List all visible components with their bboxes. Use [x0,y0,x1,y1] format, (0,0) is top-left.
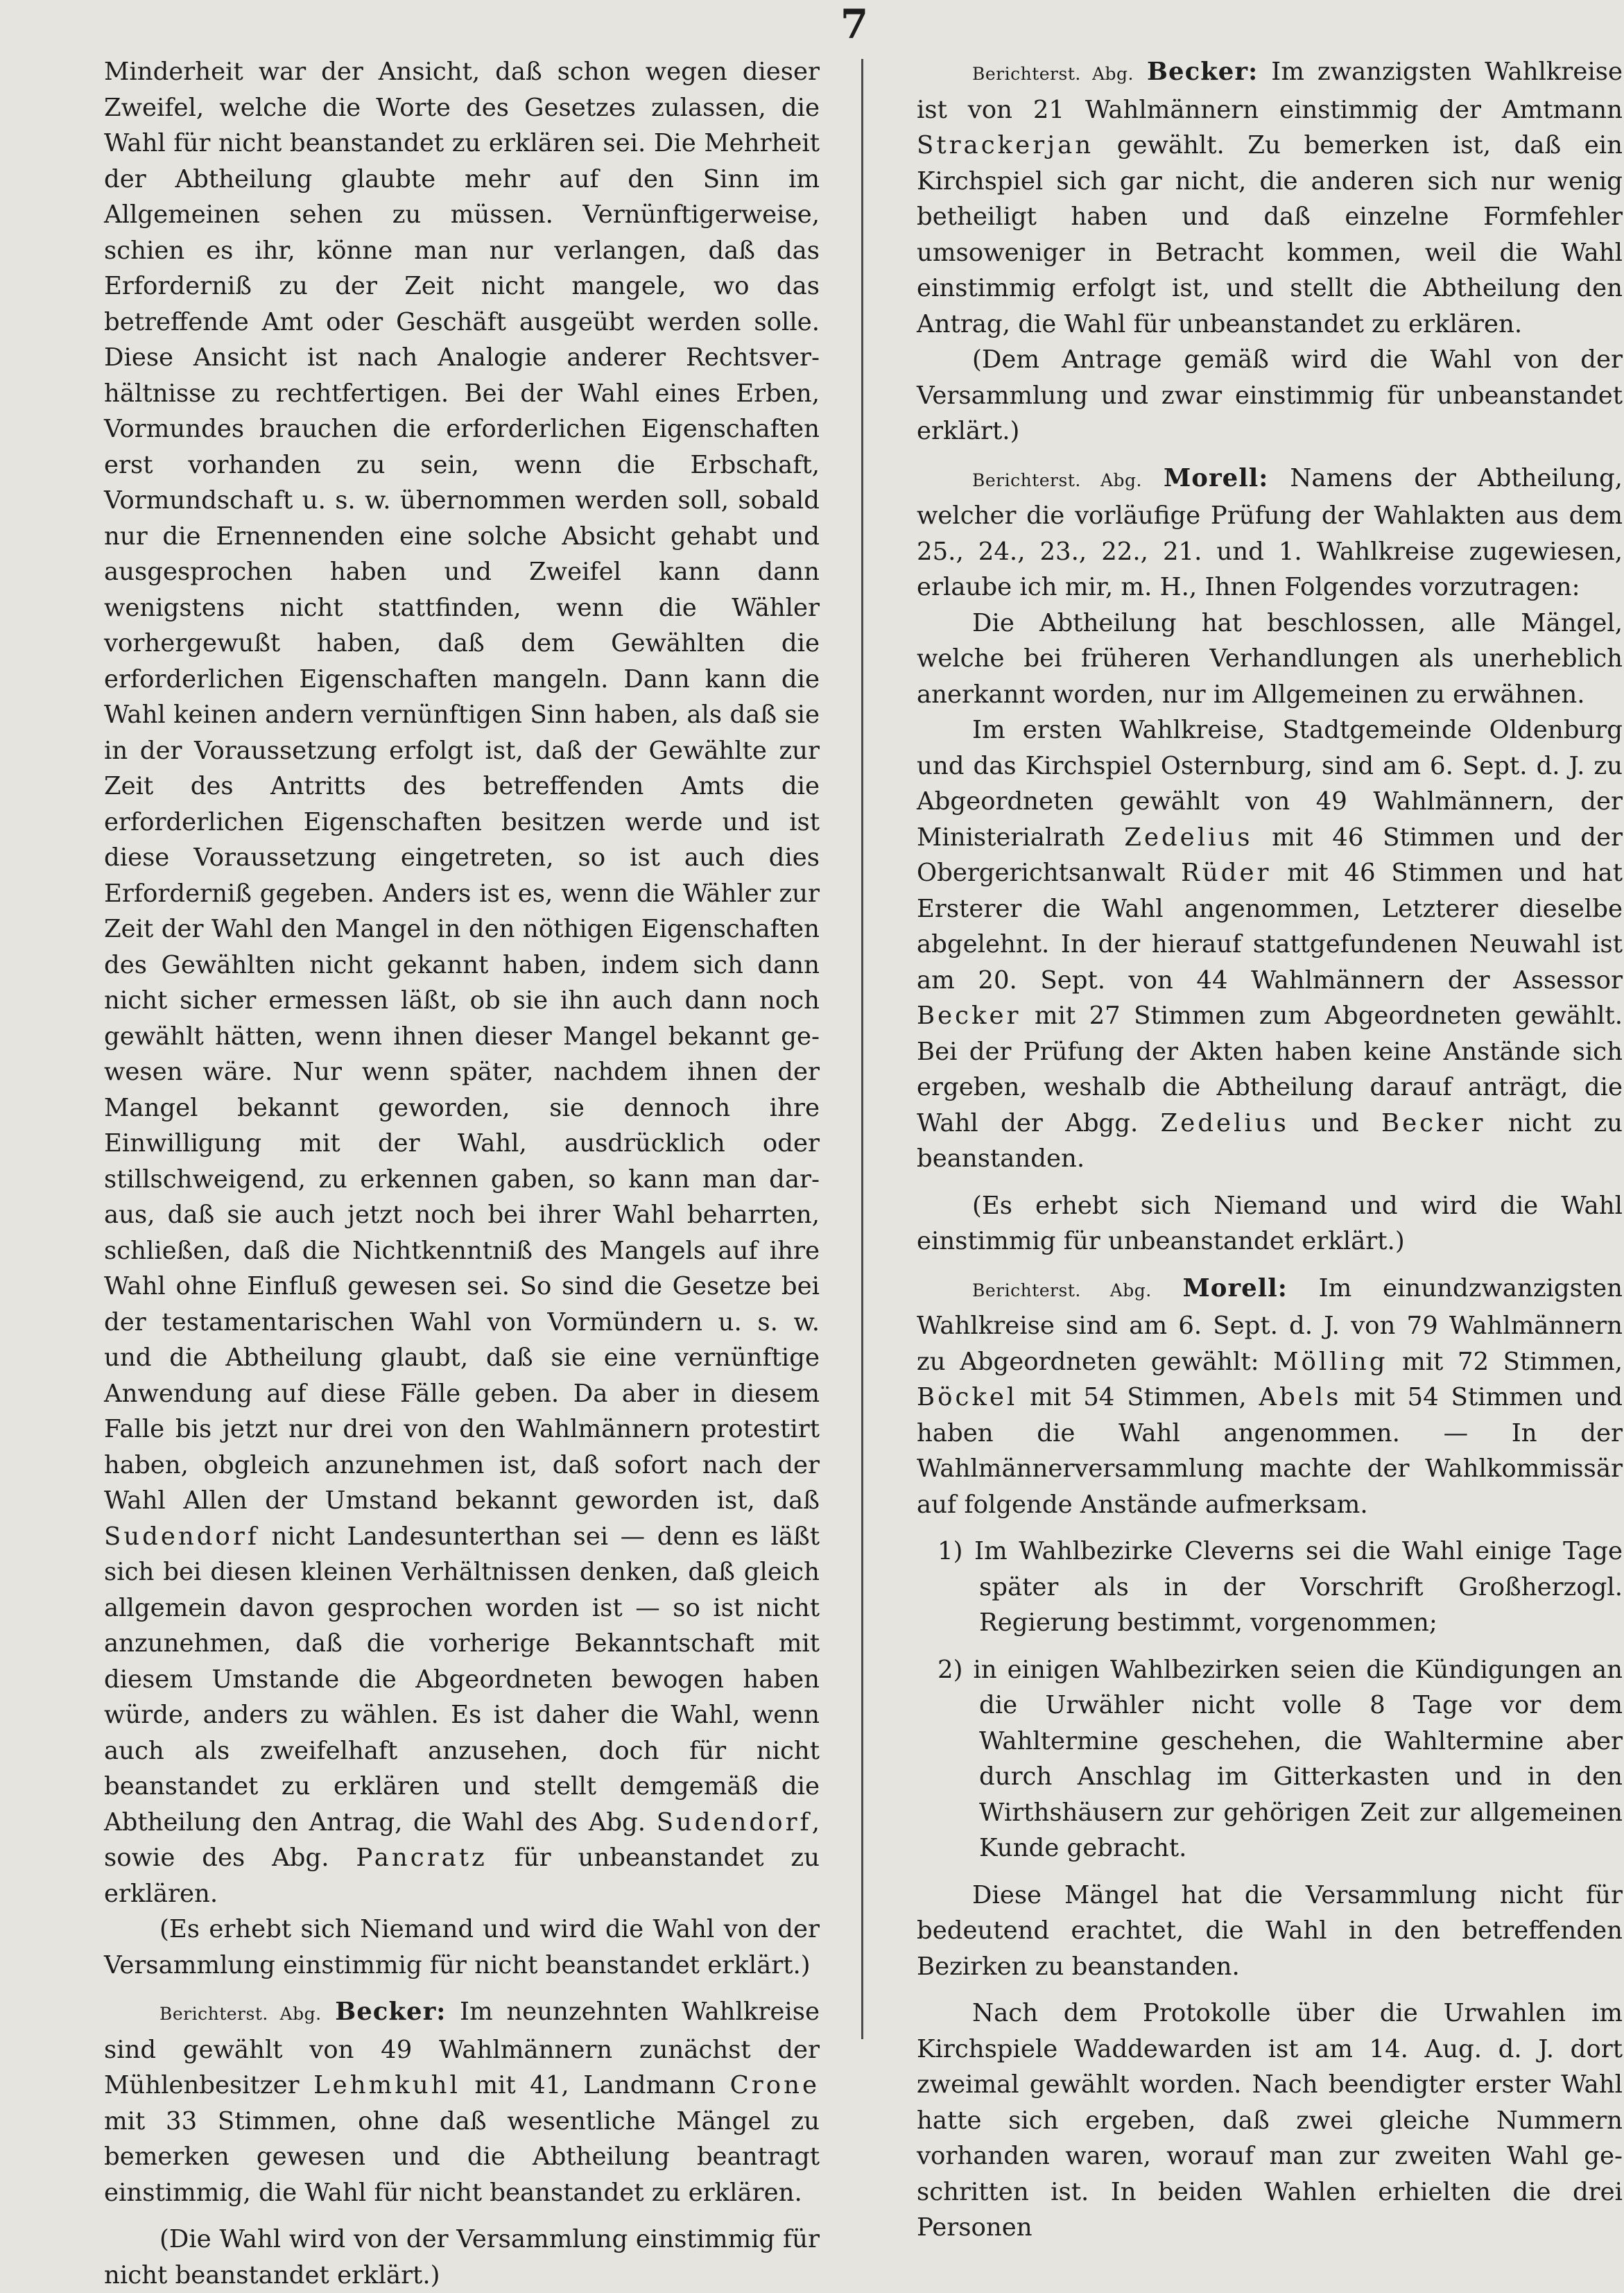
assembly-note-1: (Es erhebt sich Niemand und wird die Wahl von der Versammlung einstimmig für nicht beanstandet erklärt.) [104,1915,820,1979]
name-sudendorf: Sudendorf [104,1522,259,1551]
left-column [104,54,820,2293]
speaker-becker: Becker: [1147,58,1259,86]
name-sudendorf-2: Sudendorf [656,1807,812,1837]
paragraph-minority-view: Minderheit war der Ansicht, daß schon wegen dieser Zweifel, welche die Worte des Gesetzes zulassen, die Wahl für nicht beanstandet zu erklären sei. Die Mehrheit der Abtheilung glaubte mehr auf den Sinn im Allgemeinen sehen zu müssen. Vernünftigerweise, schien es ihr, könne man nur verlangen, daß das Erforderniß zu der Zeit nicht mangele, wo das betreffende Amt oder Geschäft ausgeübt werden solle. Diese Ansicht ist nach Analogie anderer Rechtsverhältnisse zu rechtfertigen. Bei der Wahl eines Erben, Vormundes brauchen die erforderlichen Eigenschaften erst vorhanden zu sein, wenn die Erbschaft, Vormundschaft u. s. w. übernommen werden soll, sobald nur die Ernennenden eine solche Absicht gehabt und ausgesprochen haben und Zweifel kann dann wenigstens nicht stattfinden, wenn die Wähler vorhergewußt haben, daß dem Gewählten die erforderlichen Eigenschaften mangeln. Dann kann die Wahl keinen andern vernünftigen Sinn haben, als daß sie in der Voraussetzung erfolgt ist, daß der Gewählte zur Zeit des Antritts des betreffenden Amts die erforderlichen Eigenschaften besitzen werde und ist diese Voraussetzung eingetreten, so ist auch dies Erforderniß gegeben. Anders ist es, wenn die Wähler zur Zeit der Wahl den Mangel in den nöthigen Eigenschaften des Gewählten nicht gekannt haben, indem sich dann nicht sicher ermessen läßt, ob sie ihn auch dann noch gewählt hätten, wenn ihnen dieser Mangel bekannt gewesen wäre. Nur wenn später, nachdem ihnen der Mangel bekannt geworden, sie dennoch ihre Einwilligung mit der Wahl, ausdrücklich oder stillschweigend, zu erkennen gaben, so kann man daraus, daß sie auch jetzt noch bei ihrer Wahl beharrten, schließen, daß die Nichtkenntniß des Mangels auf ihre Wahl ohne Einfluß gewesen sei. So sind die Gesetze bei der testamentarischen Wahl von Vormündern u. s. w. und die Abtheilung glaubt, daß sie eine vernünftige Anwendung auf diese Fälle geben. Da aber in diesem Falle bis jetzt nur drei von den Wahlmännern protestirt haben, obgleich anzunehmen ist, daß sofort nach der Wahl Allen der Umstand bekannt geworden ist, daß Sudendorf nicht Landesunterthan sei — denn es läßt sich bei diesen kleinen Verhältnissen denken, daß gleich allgemein davon gesprochen worden ist — so ist nicht anzunehmen, daß die vorherige Bekanntschaft mit diesem Umstande die Abgeordneten bewogen haben würde, anders zu wählen. Es ist daher die Wahl, wenn auch als zweifelhaft anzusehen, doch für nicht beanstandet zu erklären und stellt demgemäß die Abtheilung den Antrag, die Wahl des Abg. Sudendorf, sowie des Abg. Pancratz für unbeanstandet zu erklären. [104,58,820,1908]
paragraph-protokoll: Nach dem Protokolle über die Urwahlen im Kirchspiele Waddewarden ist am 14. Aug. d. J. dort zweimal gewählt worden. Nach beendigter erster Wahl hatte sich ergeben, daß zwei gleiche Nummern vorhanden waren, worauf man zur zweiten Wahl geschritten ist. In beiden Wahlen erhielten die drei Personen [917,1999,1623,2242]
paragraph-abtheilung: Die Abtheilung hat beschlossen, alle Mängel, welche bei früheren Verhandlungen als unerheblich anerkannt worden, nur im Allgemeinen zu erwähnen. [917,608,1623,709]
right-column [917,54,1623,2246]
speaker-morell: Morell: [1182,1273,1288,1303]
list-item-2: 2) in einigen Wahlbezirken seien die Kündigungen an die Urwähler nicht volle 8 Tage vor dem Wahltermine geschehen, die Wahltermine aber durch Anschlag im Gitterkasten und in den Wirthshäusern zur gehörigen Zeit zur allgemeinen Kunde gebracht. [938,1655,1623,1862]
column-divider [861,59,863,2039]
report-21st-district: Berichterst. Abg. Morell: Im einundzwanzigsten Wahlkreise sind am 6. Sept. d. J. von 79 Wahlmännern zu Abgeordneten gewählt: Mölling mit 72 Stimmen, Böckel mit 54 Stimmen, Abels mit 54 Stimmen und haben die Wahl angenommen. — In der Wahlmännerversammlung machte der Wahlkommissär auf folgende Anstände aufmerksam. [917,1273,1623,1519]
report-20th-district: Berichterst. Abg. Becker: Im zwanzigsten Wahlkreise ist von 21 Wahlmännern einstimmig der Amtmann Strackerjan gewählt. Zu bemerken ist, daß ein Kirchspiel sich gar nicht, die anderen sich nur wenig betheiligt haben und daß einzelne Formfehler umsoweniger in Betracht kommen, weil die Wahl einstimmig erfolgt ist, und stellt die Abtheilung den Antrag, die Wahl für unbeanstandet zu erklären. [917,58,1623,338]
speaker-becker: Becker: [335,1998,447,2026]
list-item-1: 1) Im Wahlbezirke Cleverns sei die Wahl einige Tage später als in der Vorschrift Großherzogl. Regierung bestimmt, vorgenommen; [938,1537,1623,1637]
assembly-note-4: (Es erhebt sich Niemand und wird die Wahl einstimmig für unbeanstandet erklärt.) [917,1191,1623,1255]
report-morell-intro: Berichterst. Abg. Morell: Namens der Abtheilung, welcher die vorläufige Prüfung der Wahlakten aus dem 25., 24., 23., 22., 21. und 1. Wahlkreise zugewiesen, erlaube ich mir, m. H., Ihnen Folgendes vorzutragen: [917,463,1623,601]
assembly-note-2: (Die Wahl wird von der Versammlung einstimmig für nicht beanstandet erklärt.) [104,2225,820,2290]
name-pancratz: Pancratz [356,1844,487,1872]
paragraph-maengel: Diese Mängel hat die Versammlung nicht für bedeutend erachtet, die Wahl in den betreffenden Bezirken zu beanstanden. [917,1880,1623,1981]
page-number: 7 [840,1,869,48]
report-19th-district: Berichterst. Abg. Becker: Im neunzehnten Wahlkreise sind gewählt von 49 Wahlmännern zunächst der Mühlenbesitzer Lehmkuhl mit 41, Landmann Crone mit 33 Stimmen, ohne daß wesentliche Mängel zu bemerken gewesen und die Abtheilung beantragt einstimmig, die Wahl für nicht beanstandet zu erklären. [104,1998,820,2207]
paragraph-first-district: Im ersten Wahlkreise, Stadtgemeinde Oldenburg und das Kirchspiel Osternburg, sind am 6. Sept. d. J. zu Abgeordneten gewählt von 49 Wahlmännern, der Ministerialrath Zedelius mit 46 Stimmen und der Obergerichtsanwalt Rüder mit 46 Stimmen und hat Ersterer die Wahl angenommen, Letzterer dieselbe abgelehnt. In der hierauf stattgefundenen Neuwahl ist am 20. Sept. von 44 Wahlmännern der Assessor Becker mit 27 Stimmen zum Abgeordneten gewählt. Bei der Prüfung der Akten haben keine Anstände sich ergeben, weshalb die Abtheilung darauf anträgt, die Wahl der Abgg. Zedelius und Becker nicht zu beanstanden. [917,716,1623,1173]
assembly-note-3: (Dem Antrage gemäß wird die Wahl von der Versammlung und zwar einstimmig für unbeanstandet erklärt.) [917,345,1623,445]
speaker-morell: Morell: [1164,463,1269,492]
